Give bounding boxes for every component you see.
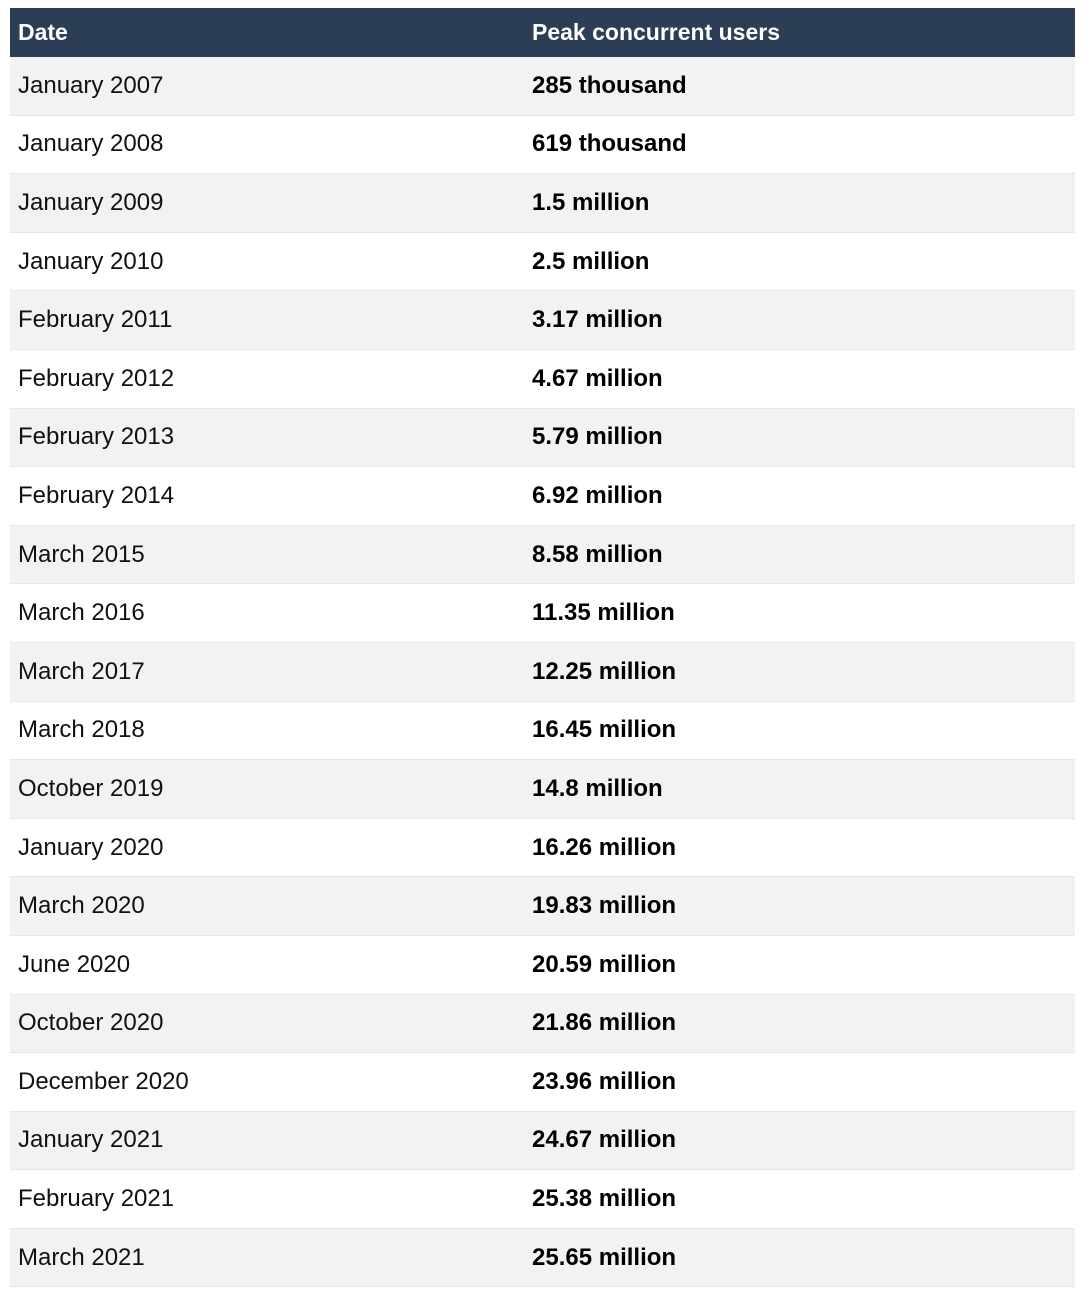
cell-peak-users: 11.35 million	[532, 599, 675, 627]
cell-peak-users: 285 thousand	[532, 71, 687, 99]
cell-date: March 2020	[18, 892, 145, 920]
header-peak-users: Peak concurrent users	[532, 19, 781, 45]
cell-peak-users: 14.8 million	[532, 774, 663, 802]
cell-peak-users: 16.26 million	[532, 833, 677, 861]
table-row	[10, 1170, 1075, 1229]
table-row	[10, 233, 1075, 292]
cell-date: March 2016	[18, 599, 145, 627]
cell-date: February 2012	[18, 364, 175, 392]
cell-date: February 2013	[18, 423, 175, 451]
cell-peak-users: 1.5 million	[532, 188, 650, 216]
table-row	[10, 1112, 1075, 1171]
cell-date: February 2014	[18, 481, 175, 509]
cell-peak-users: 12.25 million	[532, 657, 677, 685]
cell-peak-users: 20.59 million	[532, 950, 677, 978]
table-row	[10, 760, 1075, 819]
table-body	[10, 57, 1075, 1287]
table-row	[10, 702, 1075, 761]
cell-date: October 2019	[18, 774, 164, 802]
table-row	[10, 57, 1075, 116]
table-row	[10, 936, 1075, 995]
cell-date: March 2018	[18, 716, 145, 744]
table-row	[10, 467, 1075, 526]
cell-peak-users: 25.38 million	[532, 1185, 677, 1213]
cell-peak-users: 3.17 million	[532, 306, 663, 334]
cell-peak-users: 5.79 million	[532, 423, 663, 451]
cell-peak-users: 16.45 million	[532, 716, 677, 744]
cell-date: October 2020	[18, 1009, 164, 1037]
cell-date: June 2020	[18, 950, 131, 978]
cell-peak-users: 23.96 million	[532, 1067, 677, 1095]
table-row	[10, 174, 1075, 233]
cell-peak-users: 6.92 million	[532, 481, 663, 509]
cell-peak-users: 24.67 million	[532, 1126, 677, 1154]
table-row	[10, 1053, 1075, 1112]
cell-date: February 2021	[18, 1185, 175, 1213]
cell-date: March 2017	[18, 657, 145, 685]
table-row	[10, 526, 1075, 585]
table-row	[10, 819, 1075, 878]
header-date: Date	[18, 19, 68, 45]
table-row	[10, 584, 1075, 643]
cell-peak-users: 25.65 million	[532, 1243, 677, 1271]
table-row	[10, 1229, 1075, 1288]
cell-peak-users: 2.5 million	[532, 247, 650, 275]
cell-date: January 2020	[18, 833, 164, 861]
cell-peak-users: 8.58 million	[532, 540, 663, 568]
table-row	[10, 116, 1075, 175]
cell-date: March 2015	[18, 540, 145, 568]
table-header	[10, 8, 1075, 57]
cell-date: March 2021	[18, 1243, 145, 1271]
cell-peak-users: 21.86 million	[532, 1009, 677, 1037]
table-row	[10, 350, 1075, 409]
table-row	[10, 643, 1075, 702]
table-row	[10, 409, 1075, 468]
cell-peak-users: 619 thousand	[532, 130, 687, 158]
table-row	[10, 995, 1075, 1054]
cell-date: January 2009	[18, 188, 164, 216]
cell-date: January 2008	[18, 130, 164, 158]
cell-peak-users: 4.67 million	[532, 364, 663, 392]
cell-date: January 2021	[18, 1126, 164, 1154]
peak-users-table	[10, 8, 1075, 1287]
table-row	[10, 877, 1075, 936]
cell-peak-users: 19.83 million	[532, 892, 677, 920]
cell-date: February 2011	[18, 306, 173, 334]
table-row	[10, 291, 1075, 350]
cell-date: January 2010	[18, 247, 164, 275]
cell-date: January 2007	[18, 71, 164, 99]
cell-date: December 2020	[18, 1067, 189, 1095]
